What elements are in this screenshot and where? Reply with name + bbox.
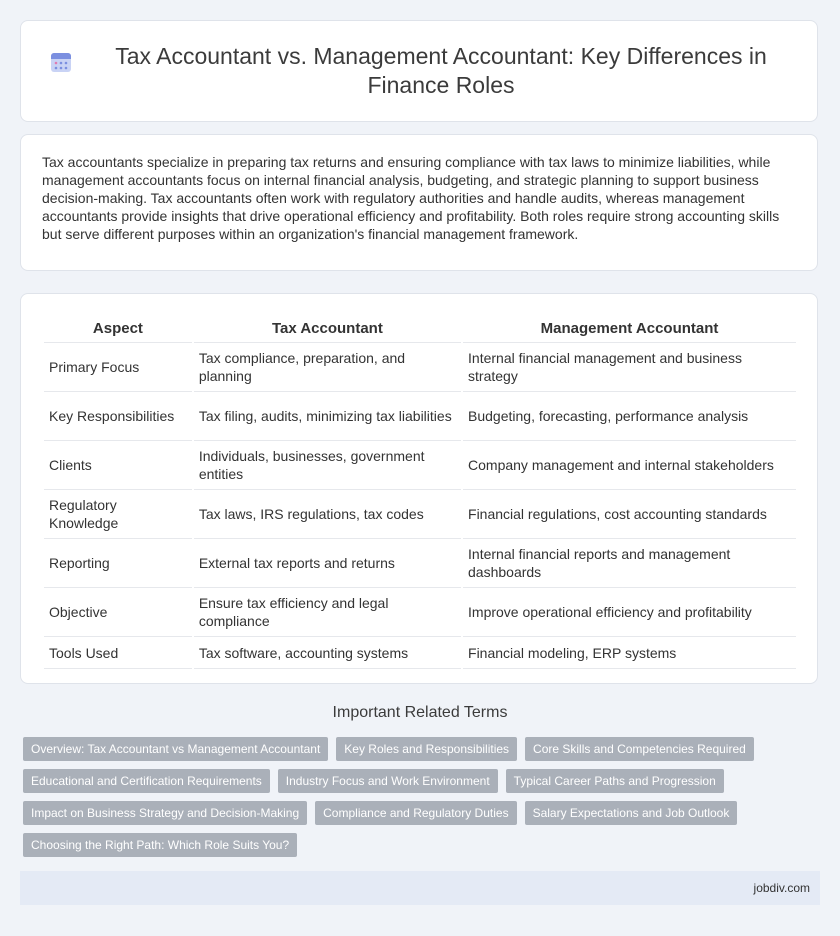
table-cell: External tax reports and returns [194, 539, 461, 588]
footer-site-link[interactable]: jobdiv.com [753, 881, 810, 895]
table-row [44, 588, 796, 637]
table-cell: Tax laws, IRS regulations, tax codes [194, 490, 461, 539]
table-cell: Improve operational efficiency and profitability [463, 588, 796, 637]
table-cell: Ensure tax efficiency and legal compliance [194, 588, 461, 637]
table-cell: Objective [44, 588, 192, 637]
table-cell: Budgeting, forecasting, performance analysis [463, 392, 796, 441]
page-title: Tax Accountant vs. Management Accountant: Key Differences in Finance Roles [115, 43, 767, 98]
related-term-link[interactable]: Industry Focus and Work Environment [278, 769, 498, 793]
intro-card [20, 134, 818, 271]
related-terms-list [23, 737, 803, 857]
footer [20, 871, 820, 905]
table-row [44, 343, 796, 392]
calendar-icon [49, 50, 73, 74]
table-cell: Tax compliance, preparation, and planning [194, 343, 461, 392]
related-terms-heading: Important Related Terms [332, 704, 508, 721]
title-card [20, 20, 818, 122]
table-header-row [44, 308, 796, 343]
table-cell: Individuals, businesses, government entities [194, 441, 461, 490]
related-term-link[interactable]: Salary Expectations and Job Outlook [525, 801, 738, 825]
table-row [44, 490, 796, 539]
column-header: Management Accountant [463, 308, 796, 343]
table-cell: Key Responsibilities [44, 392, 192, 441]
table-row [44, 539, 796, 588]
intro-paragraph: Tax accountants specialize in preparing tax returns and ensuring compliance with tax laws to minimize liabilities, while management accountants focus on internal financial analysis, budgeting, and strategic planning to support business decision-making. Tax accountants often work with regulatory authorities and handle audits, whereas management accountants provide insights that drive operational efficiency and profitability. Both roles require strong accounting skills but serve different purposes within an organization's financial management framework. [42, 154, 780, 242]
table-cell: Tools Used [44, 637, 192, 669]
table-cell: Internal financial management and business strategy [463, 343, 796, 392]
table-cell: Tax software, accounting systems [194, 637, 461, 669]
related-term-link[interactable]: Choosing the Right Path: Which Role Suits You? [23, 833, 297, 857]
table-cell: Regulatory Knowledge [44, 490, 192, 539]
related-term-link[interactable]: Compliance and Regulatory Duties [315, 801, 516, 825]
related-term-link[interactable]: Typical Career Paths and Progression [506, 769, 724, 793]
comparison-table [42, 308, 798, 669]
related-term-link[interactable]: Key Roles and Responsibilities [336, 737, 517, 761]
related-term-link[interactable]: Core Skills and Competencies Required [525, 737, 754, 761]
related-term-link[interactable]: Overview: Tax Accountant vs Management Accountant [23, 737, 328, 761]
table-cell: Financial regulations, cost accounting standards [463, 490, 796, 539]
column-header: Aspect [44, 308, 192, 343]
column-header: Tax Accountant [194, 308, 461, 343]
related-term-link[interactable]: Educational and Certification Requirements [23, 769, 270, 793]
title-wrap [49, 42, 789, 100]
table-cell: Primary Focus [44, 343, 192, 392]
related-term-link[interactable]: Impact on Business Strategy and Decision-Making [23, 801, 307, 825]
table-cell: Financial modeling, ERP systems [463, 637, 796, 669]
table-cell: Tax filing, audits, minimizing tax liabilities [194, 392, 461, 441]
table-cell: Company management and internal stakeholders [463, 441, 796, 490]
comparison-card [20, 293, 818, 684]
table-cell: Internal financial reports and management dashboards [463, 539, 796, 588]
table-row [44, 441, 796, 490]
table-cell: Reporting [44, 539, 192, 588]
table-row [44, 637, 796, 669]
table-cell: Clients [44, 441, 192, 490]
table-row [44, 392, 796, 441]
